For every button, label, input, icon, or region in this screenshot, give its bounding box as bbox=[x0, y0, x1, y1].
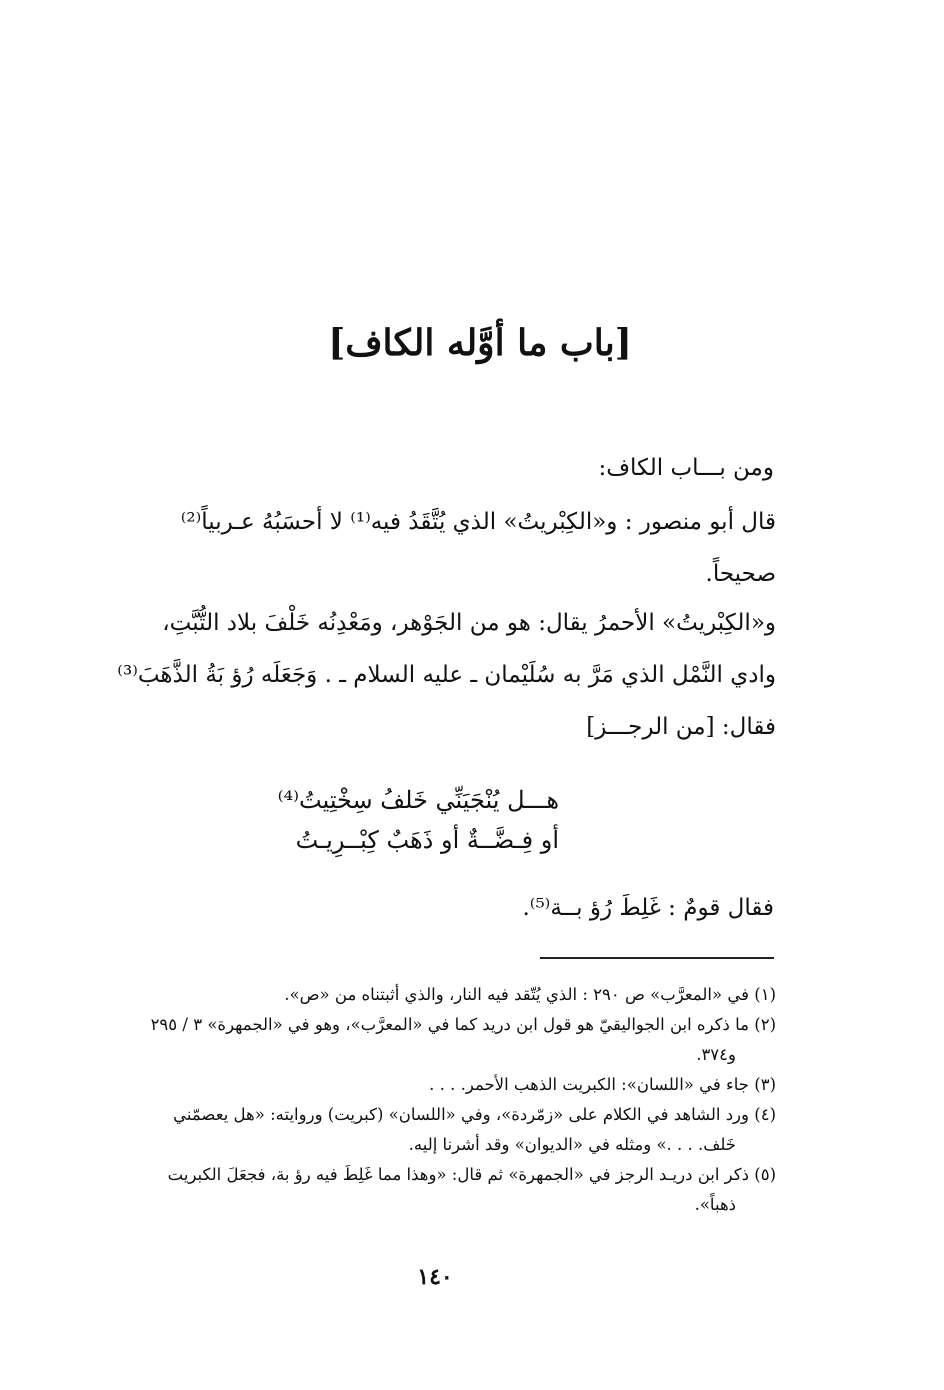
footnote-text: ورد الشاهد في الكلام على «زمّردة»، وفي «اللسان» (كبريت) وروايته: «هل يعصمّني bbox=[173, 1105, 749, 1124]
footnote-text: جاء في «اللسان»: الكبريت الذهب الأحمر. . . . bbox=[429, 1075, 749, 1094]
body-paragraph-2 bbox=[66, 597, 776, 753]
footnote-text: في «المعرَّب» ص ٢٩٠ : الذي يُتّقد فيه النار، والذي أثبتناه من «ص». bbox=[284, 985, 749, 1004]
footnote-text: ما ذكره ابن الجواليقيّ هو قول ابن دريد كما في «المعرَّب»، وهو في «الجمهرة» ٣ / ٢٩٥ bbox=[150, 1015, 749, 1034]
footnote-item bbox=[76, 980, 776, 1010]
body-line: و«الكِبْريتُ» الأحمرُ يقال: هو من الجَوْهر، ومَعْدِنُه خَلْفَ بلاد التُّبَّتِ، bbox=[162, 610, 776, 636]
closing-line: فقال قومٌ : غَلِطَ رُؤ بــة⁽⁵⁾. bbox=[522, 895, 774, 921]
body-paragraph-1 bbox=[66, 496, 776, 600]
footnote-item bbox=[76, 1010, 776, 1070]
footnote-item bbox=[76, 1070, 776, 1100]
footnote-text: ذكر ابن دريـد الرجز في «الجمهرة» ثم قال: «وهذا مما غَلِطَ فيه رؤ بة، فجعَلَ الكبريت bbox=[167, 1165, 749, 1184]
page-number: ١٤٠ bbox=[417, 1264, 453, 1290]
body-line: قال أبو منصور : و«الكِبْريتُ» الذي يُتَّقَدُ فيه⁽¹⁾ لا أحسَبُهُ عـربياً⁽²⁾ bbox=[180, 509, 776, 535]
section-heading-line: ومن بـــاب الكاف: bbox=[598, 455, 774, 481]
footnote-item bbox=[76, 1160, 776, 1220]
verse-line: هـــل يُنْجَيَنِّي خَلفُ سِخْتِيتُ⁽⁴⁾ bbox=[277, 786, 559, 814]
verse-line: أو فِـضَّــةٌ أو ذَهَبٌ كِبْــرِيـتُ bbox=[295, 826, 559, 854]
footnote-number: (٣) bbox=[754, 1075, 776, 1094]
footnote-number: (٢) bbox=[754, 1015, 776, 1034]
body-line: فقال: [من الرجـــز] bbox=[586, 714, 776, 740]
footnote-number: (٥) bbox=[754, 1165, 776, 1184]
footnote-separator bbox=[540, 957, 774, 959]
footnote-number: (٤) bbox=[754, 1105, 776, 1124]
footnote-continuation: و٣٧٤. bbox=[696, 1045, 736, 1064]
footnote-continuation: خَلف. . . .» ومثله في «الديوان» وقد أشرنا إليه. bbox=[408, 1135, 736, 1154]
chapter-title: [باب ما أوَّله الكاف] bbox=[328, 322, 632, 364]
footnote-continuation: ذهباً». bbox=[694, 1195, 736, 1214]
verse-block bbox=[239, 780, 559, 860]
footnote-item bbox=[76, 1100, 776, 1160]
footnote-number: (١) bbox=[754, 985, 776, 1004]
body-line: صحيحاً. bbox=[705, 561, 776, 587]
footnotes bbox=[76, 980, 776, 1220]
body-line: وادي النَّمْل الذي مَرَّ به سُلَيْمان ـ عليه السلام ـ . وَجَعَلَه رُؤ بَةُ الذَّهَبَ⁽³⁾ bbox=[117, 662, 776, 688]
